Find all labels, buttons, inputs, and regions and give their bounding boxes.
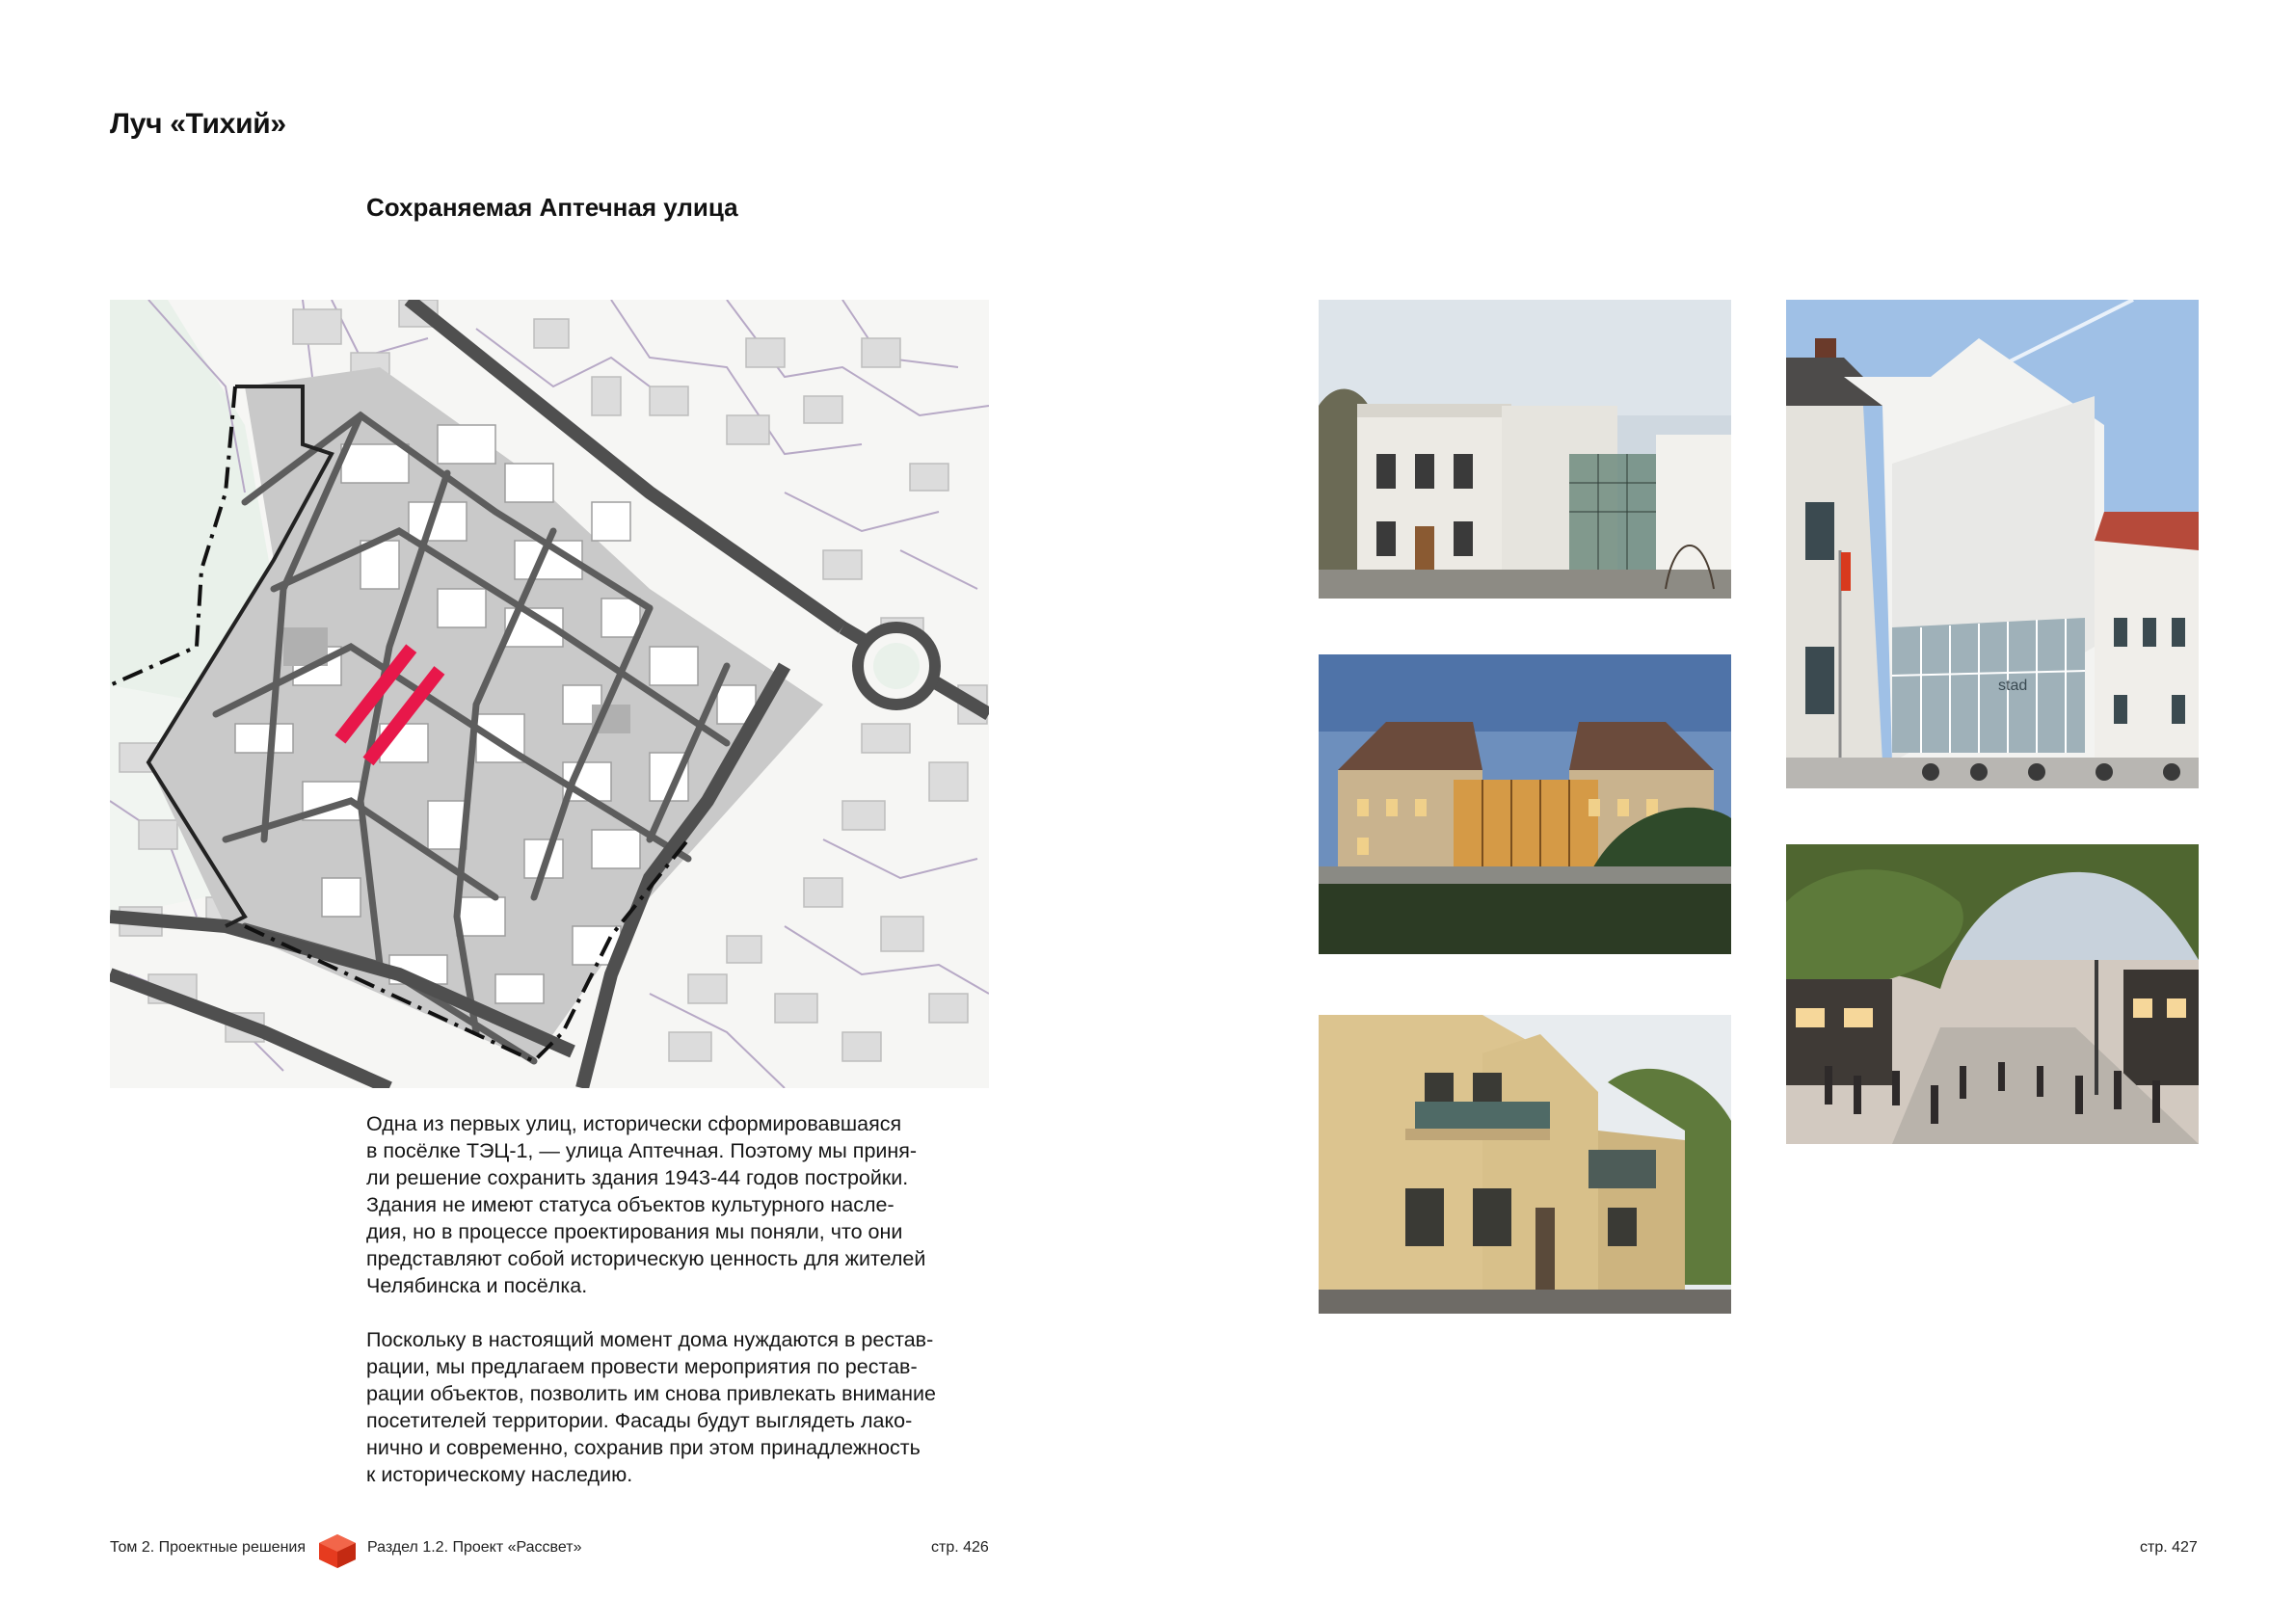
photo-pedestrian-street xyxy=(1786,844,2199,1144)
project-logo-icon xyxy=(317,1532,358,1569)
photo-dusk-building xyxy=(1319,654,1731,954)
photo-yellow-house-drawing xyxy=(1319,1015,1731,1314)
footer-volume: Том 2. Проектные решения xyxy=(110,1539,307,1556)
building-sign-text: stad xyxy=(1998,678,2028,694)
photo-modern-extension xyxy=(1786,300,2199,788)
photo-yellow-house xyxy=(1319,1015,1731,1314)
photo-dusk-building-drawing xyxy=(1319,654,1731,954)
page-number-right: стр. 427 xyxy=(2140,1539,2198,1556)
paragraph-2: Поскольку в настоящий момент дома нуждаются в рестав- рации, мы предлагаем провести мероприятия по рестав- рации объектов, позволить им снова привлекать внимание посетителей территории. Фасады будут выглядеть лако- нично и современно, сохранив при этом принадлежность к историческому наследию. xyxy=(366,1328,936,1486)
photo-modern-extension-drawing xyxy=(1786,300,2199,788)
footer-section: Раздел 1.2. Проект «Рассвет» xyxy=(367,1539,582,1556)
description-text xyxy=(366,1110,993,1515)
paragraph-1: Одна из первых улиц, исторически сформировавшаяся в посёлке ТЭЦ-1, — улица Аптечная. Поэтому мы приня- ли решение сохранить здания 1943-44 годов постройки. Здания не имеют статуса объектов культурного насле- дия, но в процессе проектирования мы поняли, что они представляют собой историческую ценность для жителей Челябинска и посёлка. xyxy=(366,1112,926,1297)
map-drawing xyxy=(110,300,989,1088)
photo-white-villa xyxy=(1319,300,1731,599)
page-number-left: стр. 426 xyxy=(931,1539,989,1556)
section-title: Луч «Тихий» xyxy=(110,108,286,140)
photo-pedestrian-street-drawing xyxy=(1786,844,2199,1144)
photo-white-villa-drawing xyxy=(1319,300,1731,599)
page-subtitle: Сохраняемая Аптечная улица xyxy=(366,193,738,222)
site-plan-map xyxy=(110,300,989,1088)
